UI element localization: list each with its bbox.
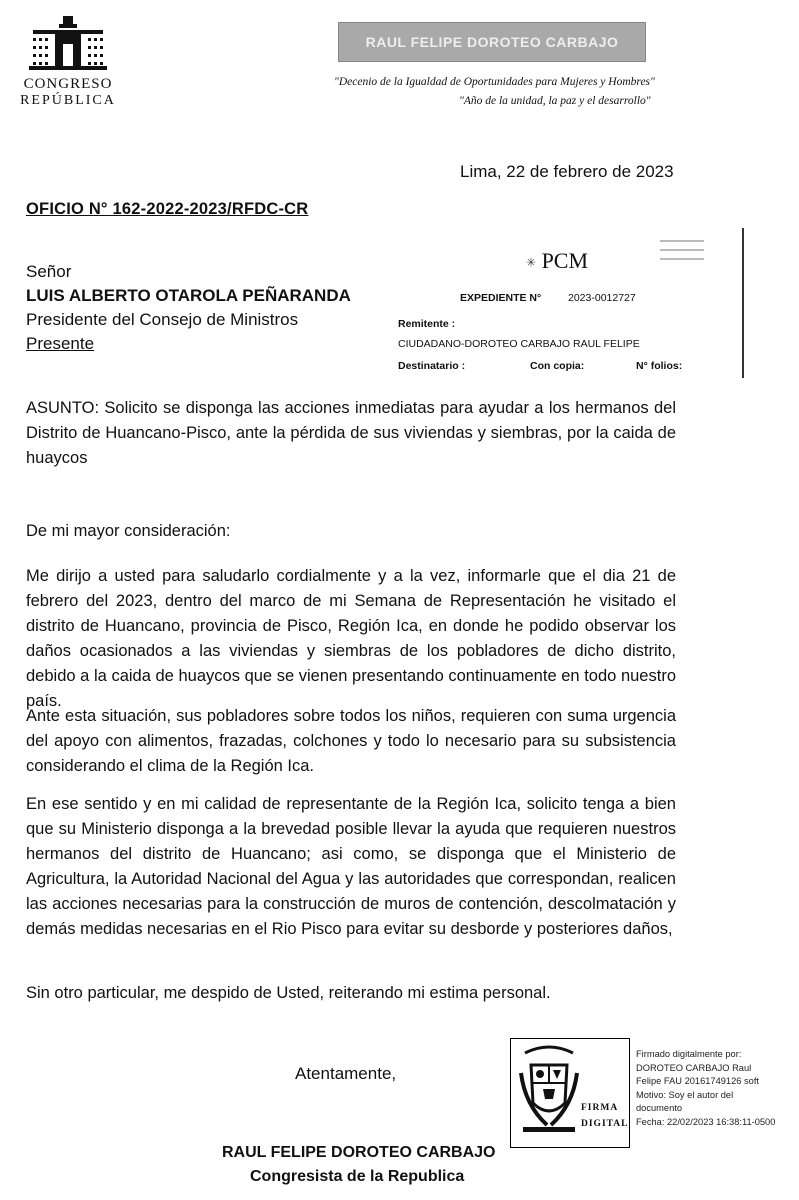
- peru-coat-of-arms-icon: [517, 1043, 581, 1141]
- asunto-block: [26, 396, 676, 471]
- stamp-faint-lines: [660, 240, 704, 267]
- signer-name: RAUL FELIPE DOROTEO CARBAJO: [222, 1144, 496, 1161]
- logo-text-republica: REPÚBLICA: [20, 93, 116, 108]
- paragraph-2: Ante esta situación, sus pobladores sobre todos los niños, requieren con suma urgencia del apoyo con alimentos, frazadas, colchones y todo lo necesario para su subsistencia considerando el clima de la Región Ica.: [26, 707, 676, 775]
- paragraph-3: En ese sentido y en mi calidad de representante de la Región Ica, solicito tenga a bien que su Ministerio disponga a la brevedad posible llevar la ayuda que requieren nuestros hermanos del distrito de Huancano; asi como, se disponga que el Ministerio de Agricultura, la Autoridad Nacional del Agua y las autoridades que correspondan, realicen las acciones necesarias para la construcción de muros de contención, descolmatación y demás medidas necesarias en el Rio Pisco para evitar su desborde y posteriores daños,: [26, 795, 676, 938]
- digital-signature-stamp: [510, 1038, 630, 1148]
- addressee-name: LUIS ALBERTO OTAROLA PEÑARANDA: [26, 286, 351, 305]
- closing-line: Sin otro particular, me despido de Usted, reiterando mi estima personal.: [26, 984, 551, 1002]
- signature-line: Felipe FAU 20161749126 soft: [636, 1076, 760, 1087]
- reception-stamp-entity: [526, 248, 588, 274]
- signature-line: Fecha: 22/02/2023 16:38:11-0500: [636, 1116, 776, 1127]
- remitente-label: Remitente :: [398, 318, 456, 330]
- digital-label: DIGITAL: [581, 1119, 629, 1129]
- paragraph-1: Me dirijo a usted para saludarlo cordialmente y a la vez, informarle que el dia 21 de febrero del 2023, dentro del marco de mi Semana de Representación he visitado el distrito de Huancano, provincia de Pisco, Región Ica, en donde he podido observar los daños ocasionados a las viviendas y siembras de los pobladores de dicho distrito, debido a la caida de huaycos que se vienen presentando continuamente en todo nuestro país.: [26, 567, 676, 710]
- copia-label: Con copia:: [530, 360, 585, 372]
- expediente-label: EXPEDIENTE N°: [460, 292, 542, 304]
- addressee-salutation: Señor: [26, 262, 72, 281]
- remitente-value: CIUDADANO-DOROTEO CARBAJO RAUL FELIPE: [398, 338, 640, 350]
- signature-line: Motivo: Soy el autor del: [636, 1089, 734, 1100]
- signature-line: Firmado digitalmente por:: [636, 1049, 742, 1059]
- stamp-entity-text: PCM: [541, 248, 589, 273]
- decade-motto: "Decenio de la Igualdad de Oportunidades para Mujeres y Hombres": [334, 76, 655, 88]
- destinatario-label: Destinatario :: [398, 360, 466, 372]
- congress-logo: [18, 14, 118, 109]
- expediente-value: 2023-0012727: [568, 292, 636, 304]
- atentamente: Atentamente,: [295, 1064, 397, 1083]
- oficio-number: OFICIO N° 162-2022-2023/RFDC-CR: [26, 200, 309, 218]
- addressee-title: Presidente del Consejo de Ministros: [26, 310, 299, 329]
- asunto-label: ASUNTO: [26, 399, 95, 417]
- asunto-text: : Solicito se disponga las acciones inmediatas para ayudar a los hermanos del Distrito de Huancano-Pisco, ante la pérdida de sus viviendas y siembras, por la caida de huaycos: [26, 399, 676, 467]
- congress-building-icon: [25, 14, 111, 72]
- letterhead-banner: RAUL FELIPE DOROTEO CARBAJO: [338, 22, 646, 62]
- folios-label: N° folios:: [636, 360, 683, 372]
- year-motto: "Año de la unidad, la paz y el desarrollo": [459, 95, 651, 107]
- stamp-dot-icon: ✳: [526, 255, 537, 270]
- digital-signature-details: [636, 1048, 775, 1130]
- document-date: Lima, 22 de febrero de 2023: [460, 162, 674, 181]
- greeting: De mi mayor consideración:: [26, 522, 231, 540]
- signature-line: documento: [636, 1103, 682, 1114]
- addressee-presente: Presente: [26, 334, 95, 353]
- signature-line: DOROTEO CARBAJO Raul: [636, 1062, 752, 1073]
- signer-role: Congresista de la Republica: [250, 1168, 465, 1185]
- logo-text-congreso: CONGRESO: [23, 76, 113, 92]
- firma-label: FIRMA: [581, 1103, 619, 1113]
- stamp-border-line: [742, 228, 744, 378]
